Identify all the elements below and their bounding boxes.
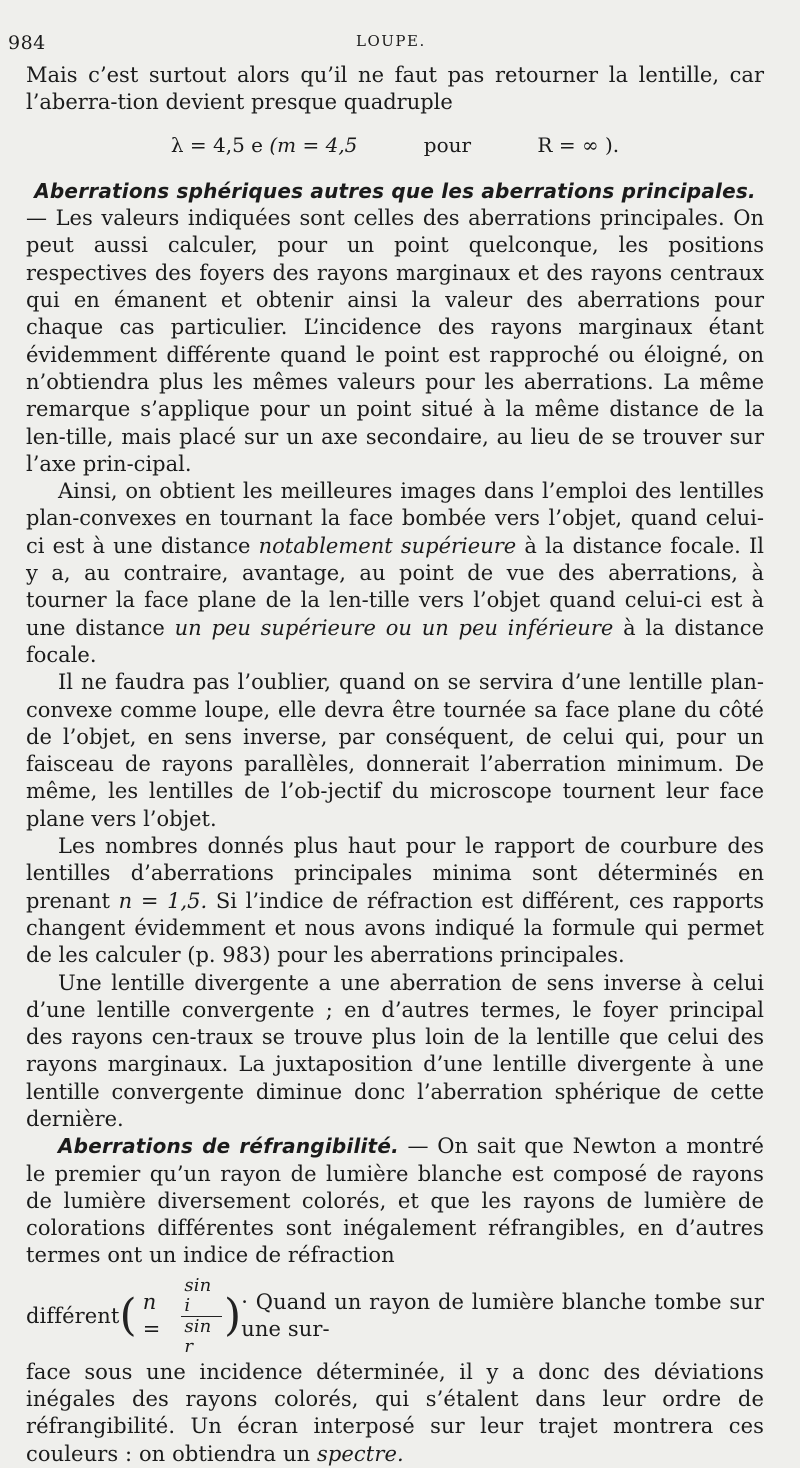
formula-aberration bbox=[26, 132, 764, 159]
section-heading-spherical bbox=[26, 178, 764, 205]
sine-fraction bbox=[181, 1276, 222, 1357]
formula-rhs: R = ∞ ). bbox=[537, 132, 620, 157]
formula-lhs: λ = 4,5 e bbox=[170, 132, 263, 157]
p7-text-a: — On sait que Newton a montré le premier qu’un rayon de lumière blanche est composé de rayons de lumière diversement colorés, et que les rayons de lumière de colorations différentes sont inégalement réfrangibles, en d’autres termes ont un indice de réfraction bbox=[26, 1134, 764, 1268]
open-paren: ( bbox=[119, 1290, 137, 1342]
p3-emphasis-1: notablement supérieure bbox=[258, 533, 517, 558]
p7-different: différent bbox=[26, 1303, 120, 1328]
p3-text-c: à la distance focale. bbox=[26, 615, 764, 667]
paragraph-1: Mais c’est surtout alors qu’il ne faut pas retourner la lentille, car l’aberra-tion devient presque quadruple bbox=[26, 63, 764, 115]
paragraph-2: — Les valeurs indiquées sont celles des aberrations principales. On peut aussi calculer, pour un point quelconque, les positions respectives des foyers des rayons marginaux et des rayons centraux qui en émanent et obtenir ainsi la valeur des aberrations pour chaque cas particulier. L’incidence des rayons marginaux étant évidemment différente quand le point est rapproché ou éloigné, on n’obtiendra plus les mêmes valeurs pour les aberrations. La même remarque s’applique pour un point situé à la même distance de la len-tille, mais placé sur un axe secondaire, au lieu de se trouver sur l’axe prin-cipal. bbox=[26, 206, 764, 476]
formula-n-eq: n = bbox=[142, 1289, 161, 1342]
fraction-numerator: sin i bbox=[181, 1276, 222, 1317]
close-paren: ) bbox=[224, 1290, 242, 1342]
heading-text: Aberrations sphériques autres que les aberrations principales. bbox=[34, 178, 756, 203]
heading-refrangibility: Aberrations de réfrangibilité. bbox=[58, 1134, 399, 1159]
paragraph-6: Une lentille divergente a une aberration de sens inverse à celui d’une lentille convergente ; en d’autres termes, le foyer principal des rayons cen-traux se trouve plus loin de la lentille que celui des rayons marginaux. La juxtaposition d’une lentille divergente à une lentille convergente diminue donc l’aberration sphérique de cette dernière. bbox=[26, 970, 764, 1131]
page-body bbox=[26, 62, 764, 1468]
fraction-denominator: sin r bbox=[184, 1315, 212, 1357]
p3-emphasis-2: un peu supérieure ou un peu inférieure bbox=[174, 615, 614, 640]
p5-text-b: Si l’indice de réfraction est différent, ces rapports changent évidemment et nous avons indiqué la formule qui permet de les calculer (p. 983) pour les aberrations principales. bbox=[26, 888, 765, 968]
paragraph-7 bbox=[26, 1133, 764, 1269]
paragraph-7-continued bbox=[26, 1359, 764, 1468]
section-refrangibility bbox=[26, 1133, 764, 1468]
page-header bbox=[0, 32, 800, 56]
running-head: LOUPE. bbox=[356, 32, 426, 50]
paragraph-5 bbox=[26, 833, 764, 969]
paragraph-4: Il ne faudra pas l’oublier, quand on se servira d’une lentille plan-convexe comme loupe, elle devra être tournée sa face plane du côté de l’objet, en sens inverse, par conséquent, de celui qui, pour un faisceau de rayons parallèles, donnerait l’aberration minimum. De même, les lentilles de l’ob-jectif du microscope tournent leur face plane vers l’objet. bbox=[26, 670, 764, 831]
p7-emphasis-spectre: spectre. bbox=[316, 1441, 404, 1466]
p5-n-value: n = 1,5. bbox=[118, 888, 208, 913]
formula-pour: pour bbox=[423, 132, 472, 157]
formula-m: (m = 4,5 bbox=[269, 132, 358, 157]
paragraph-3 bbox=[26, 478, 764, 669]
p3-text-a: Ainsi, on obtient les meilleures images dans l’emploi des lentilles plan-convexes en tournant la face bombée vers l’objet, quand celui-ci est à une distance bbox=[26, 479, 764, 558]
page-number: 984 bbox=[8, 32, 46, 54]
refraction-index-formula bbox=[26, 1276, 764, 1357]
p5-text-a: Les nombres donnés plus haut pour le rapport de courbure des lentilles d’aberrations principales minima sont déterminés en prenant bbox=[26, 834, 764, 913]
p7-text-c: face sous une incidence déterminée, il y a donc des déviations inégales des rayons colorés, qui s’étalent dans leur ordre de réfrangibilité. Un écran interposé sur leur trajet montrera ces couleurs : on obtiendra un bbox=[26, 1359, 764, 1466]
p3-text-b: à la distance focale. Il y a, au contraire, avantage, au point de vue des aberrations, à tourner la face plane de la len-tille vers l’objet quand celui-ci est à une distance bbox=[26, 533, 764, 640]
p7-text-b: · Quand un rayon de lumière blanche tombe sur une sur- bbox=[241, 1289, 764, 1342]
